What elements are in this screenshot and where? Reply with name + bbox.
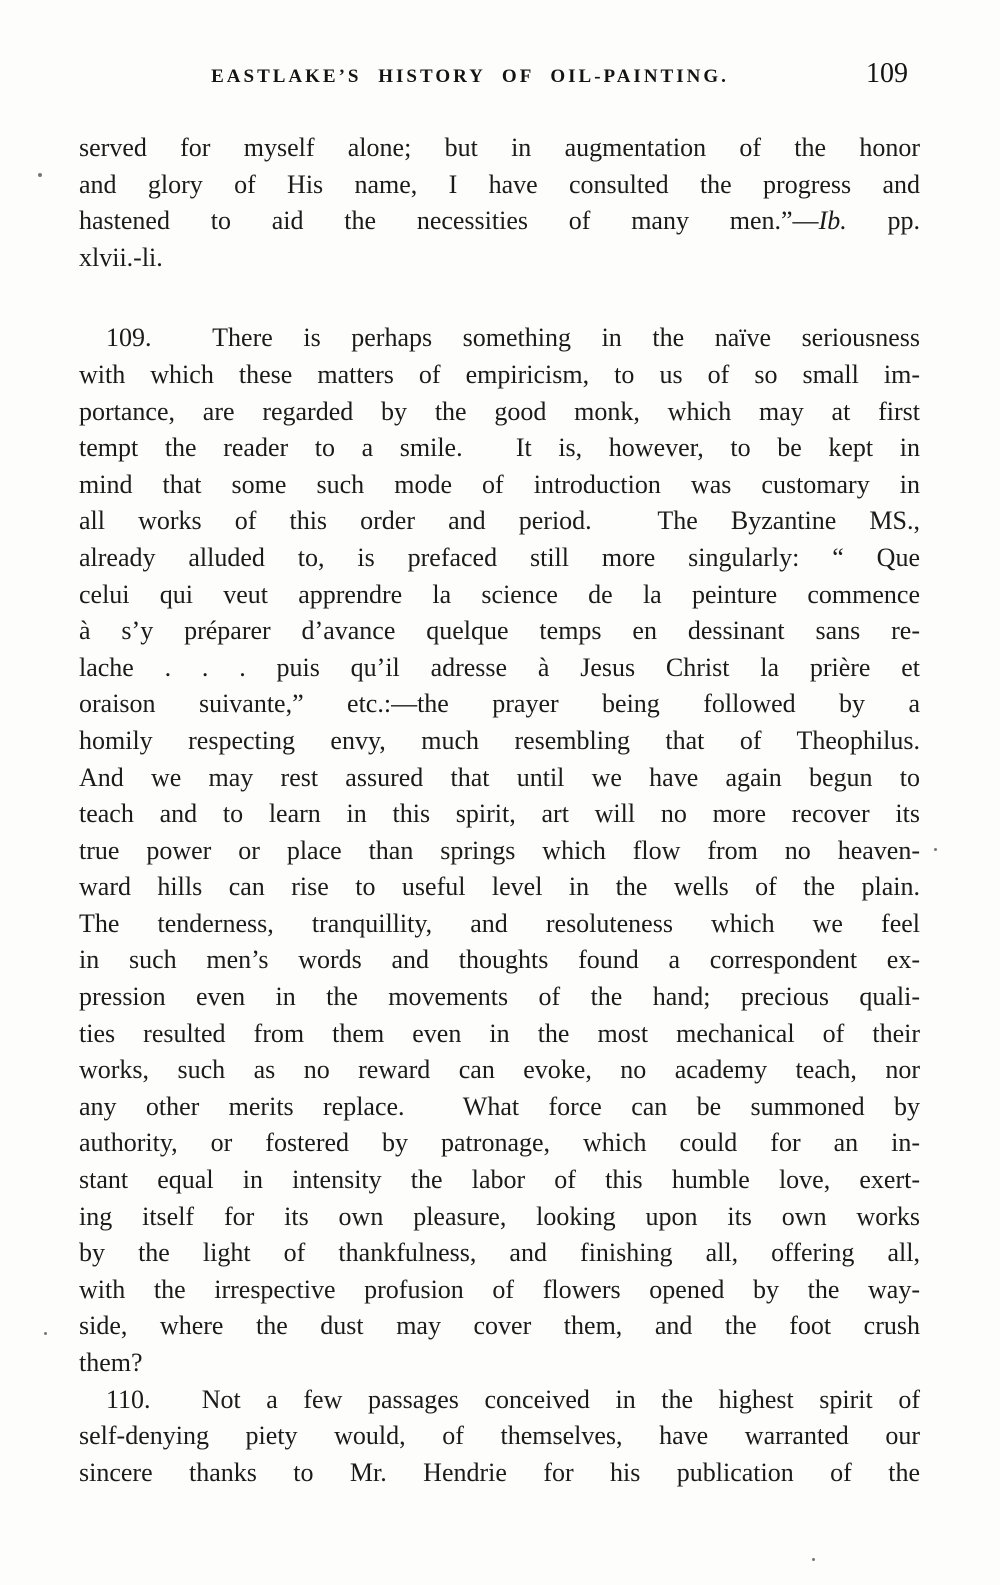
text-line: by the light of thankfulness, and finishing all, offering all, xyxy=(79,1238,920,1268)
text-line: 109. There is perhaps something in the naïve seriousness xyxy=(106,323,920,353)
text-line: all works of this order and period. The Byzantine MS., xyxy=(79,506,920,536)
text-line: with the irrespective profusion of flowers opened by the way- xyxy=(79,1274,920,1304)
text-line: pression even in the movements of the hand; precious quali- xyxy=(79,982,920,1012)
text-line: with which these matters of empiricism, to us of so small im- xyxy=(79,359,920,389)
text-line: mind that some such mode of introduction was customary in xyxy=(79,469,920,499)
text-line: ward hills can rise to useful level in the wells of the plain. xyxy=(79,872,920,902)
text-line: stant equal in intensity the labor of this humble love, exert- xyxy=(79,1165,920,1195)
paragraph xyxy=(79,320,920,1381)
text-line: any other merits replace. What force can be summoned by xyxy=(79,1091,920,1121)
text-line: 110. Not a few passages conceived in the highest spirit of xyxy=(106,1384,920,1414)
text-line: works, such as no reward can evoke, no academy teach, nor xyxy=(79,1055,920,1085)
text-line: sincere thanks to Mr. Hendrie for his publication of the xyxy=(79,1457,920,1487)
text-line: teach and to learn in this spirit, art will no more recover its xyxy=(79,799,920,829)
paragraph xyxy=(79,1382,920,1492)
text-line: self-denying piety would, of themselves, have warranted our xyxy=(79,1421,920,1451)
text-line: them? xyxy=(79,1348,143,1377)
text-line: side, where the dust may cover them, and the foot crush xyxy=(79,1311,920,1341)
scan-speckle xyxy=(812,1558,815,1561)
text-line: true power or place than springs which flow from no heaven- xyxy=(79,835,920,865)
text-line: tempt the reader to a smile. It is, however, to be kept in xyxy=(79,433,920,463)
scan-speckle xyxy=(38,173,42,177)
scan-speckle xyxy=(934,848,937,851)
text-line: And we may rest assured that until we have again begun to xyxy=(79,762,920,792)
running-title: EASTLAKE’S HISTORY OF OIL-PAINTING. xyxy=(211,66,729,87)
text-line: ties resulted from them even in the most mechanical of their xyxy=(79,1018,920,1048)
page-number: 109 xyxy=(866,58,908,89)
text-line: lache . . . puis qu’il adresse à Jesus Christ la prière et xyxy=(79,652,920,682)
text-line: in such men’s words and thoughts found a correspondent ex- xyxy=(79,945,920,975)
text-line: à s’y préparer d’avance quelque temps en dessinant sans re- xyxy=(79,616,920,646)
text-line: already alluded to, is prefaced still more singularly: “ Que xyxy=(79,542,920,572)
text-line: served for myself alone; but in augmentation of the honor xyxy=(79,133,920,162)
scan-speckle xyxy=(44,1332,47,1335)
text-line: celui qui veut apprendre la science de la peinture commence xyxy=(79,579,920,609)
text-line: authority, or fostered by patronage, which could for an in- xyxy=(79,1128,920,1158)
page-body xyxy=(79,130,920,1491)
text-line: ing itself for its own pleasure, looking upon its own works xyxy=(79,1201,920,1231)
text-line: oraison suivante,” etc.:—the prayer being followed by a xyxy=(79,689,920,719)
text-line: portance, are regarded by the good monk, which may at first xyxy=(79,396,920,426)
text-line: homily respecting envy, much resembling that of Theophilus. xyxy=(79,725,920,755)
text-line: The tenderness, tranquillity, and resoluteness which we feel xyxy=(79,908,920,938)
text-line: xlvii.-li. xyxy=(79,242,163,272)
paragraph xyxy=(79,130,920,276)
text-line: hastened to aid the necessities of many men.”—Ib. pp. xyxy=(79,206,921,236)
text-line: and glory of His name, I have consulted the progress and xyxy=(79,169,920,199)
